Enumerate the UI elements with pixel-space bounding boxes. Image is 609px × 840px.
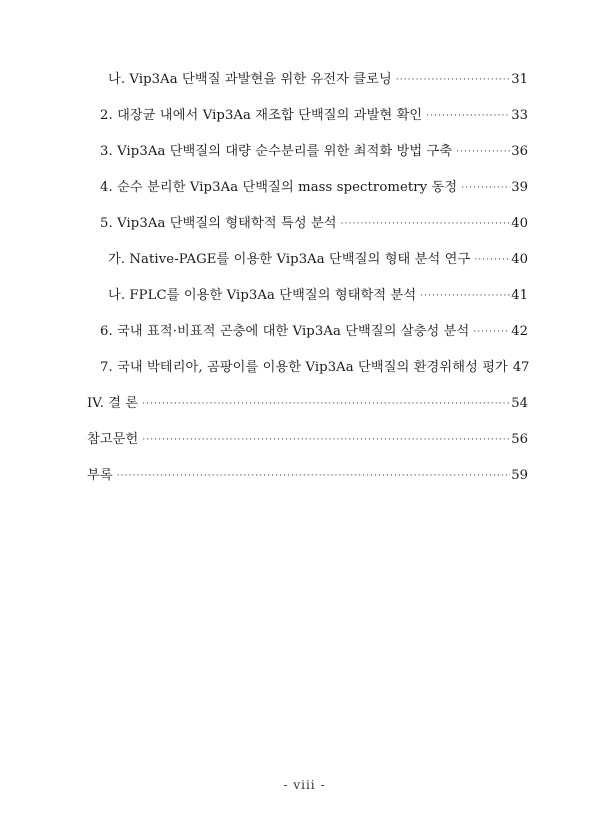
toc-entry [100, 142, 528, 162]
toc-entry-title: 나. FPLC를 이용한 Vip3Aa 단백질의 형태학적 분석 [108, 288, 417, 303]
toc-entry-page: 33 [511, 108, 528, 123]
toc-entry [100, 358, 528, 378]
toc-entry [87, 394, 528, 414]
toc-entry-title: 참고문헌 [87, 432, 139, 447]
toc-entry-title: IV. 결 론 [87, 396, 139, 411]
toc-entry [100, 178, 528, 198]
toc-dot-leader [420, 286, 510, 306]
toc-entry-page: 41 [511, 288, 528, 303]
toc-entry-page: 42 [511, 324, 528, 339]
toc-entry-title: 2. 대장균 내에서 Vip3Aa 재조합 단백질의 과발현 확인 [100, 108, 423, 123]
toc-entry [100, 214, 528, 234]
toc-dot-leader [117, 466, 511, 486]
toc-entry [87, 466, 528, 486]
toc-entry [100, 106, 528, 126]
toc-entry [87, 430, 528, 450]
toc-entry-title: 7. 국내 박테리아, 곰팡이를 이용한 Vip3Aa 단백질의 환경위해성 평가 [100, 360, 508, 375]
toc-dot-leader [142, 430, 510, 450]
toc-dot-leader [461, 178, 510, 198]
toc-entry-page: 31 [511, 72, 528, 87]
toc-entry-title: 부록 [87, 468, 113, 483]
toc-entry-page: 54 [511, 396, 528, 411]
toc-entry-page: 40 [511, 216, 528, 231]
toc-entry-title: 6. 국내 표적·비표적 곤충에 대한 Vip3Aa 단백질의 살충성 분석 [100, 324, 470, 339]
toc-dot-leader [341, 214, 511, 234]
toc-entry-title: 나. Vip3Aa 단백질 과발현을 위한 유전자 클로닝 [108, 72, 392, 87]
page-number: - viii - [283, 778, 326, 792]
toc-entry [108, 250, 528, 270]
toc-dot-leader [473, 322, 510, 342]
toc-entry [100, 322, 528, 342]
toc-entry-title: 5. Vip3Aa 단백질의 형태학적 특성 분석 [100, 216, 337, 231]
toc-dot-leader [142, 394, 510, 414]
toc-entry-page: 36 [511, 144, 528, 159]
toc-entry-page: 39 [511, 180, 528, 195]
toc-entry-title: 가. Native-PAGE를 이용한 Vip3Aa 단백질의 형태 분석 연구 [108, 252, 471, 267]
toc-entry-title: 3. Vip3Aa 단백질의 대량 순수분리를 위한 최적화 방법 구축 [100, 144, 453, 159]
toc-entry-title: 4. 순수 분리한 Vip3Aa 단백질의 mass spectrometry 동정 [100, 180, 458, 195]
toc-entry-page: 56 [511, 432, 528, 447]
toc-dot-leader [456, 142, 510, 162]
toc-entry [108, 70, 528, 90]
toc-dot-leader [474, 250, 510, 270]
toc-entry-page: 40 [511, 252, 528, 267]
toc-entry-page: 59 [511, 468, 528, 483]
toc-dot-leader [396, 70, 510, 90]
toc-entry-page: 47 [512, 360, 530, 375]
toc-entry [108, 286, 528, 306]
toc-dot-leader [426, 106, 510, 126]
